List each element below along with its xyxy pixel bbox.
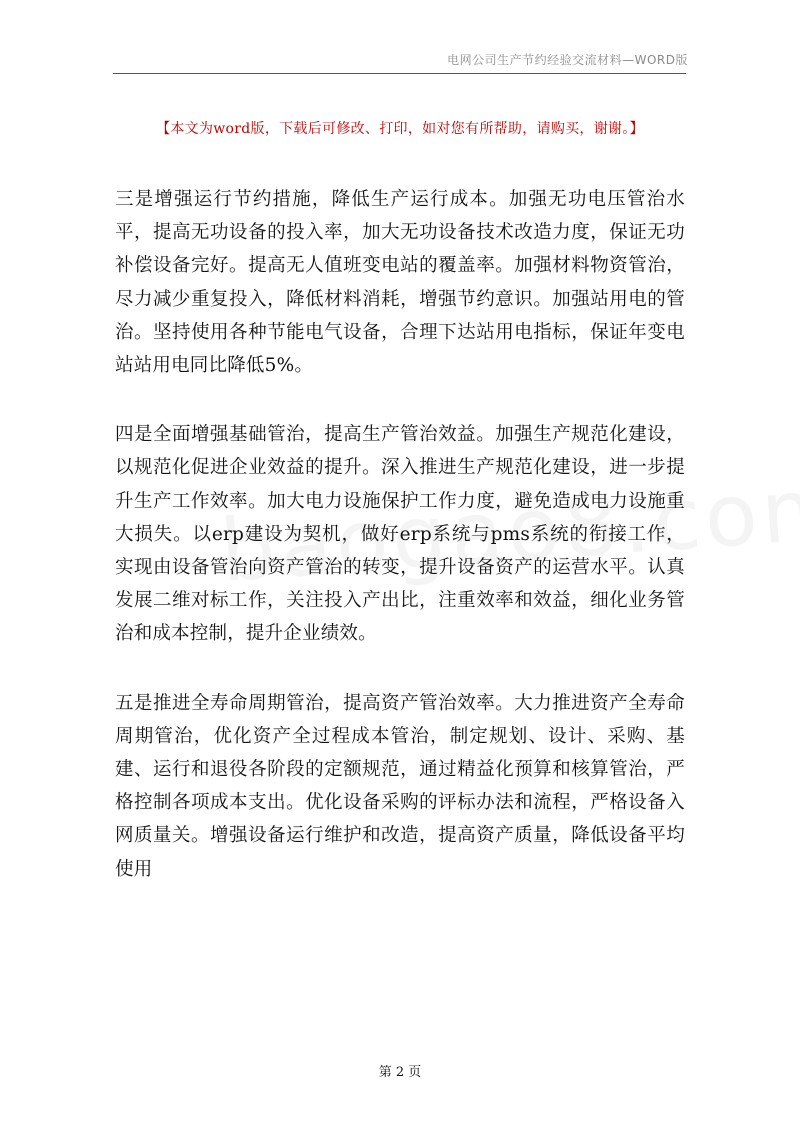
document-body xyxy=(115,183,685,886)
paragraph-three: 三是增强运行节约措施，降低生产运行成本。加强无功电压管治水平，提高无功设备的投入率，加大无功设备技术改造力度，保证无功补偿设备完好。提高无人值班变电站的覆盖率。加强材料物资管治，尽力减少重复投入，降低材料消耗，增强节约意识。加强站用电的管治。坚持使用各种节能电气设备，合理下达站用电指标，保证年变电站站用电同比降低5%。 xyxy=(115,189,685,377)
document-header-title: 电网公司生产节约经验交流材料—WORD版 xyxy=(447,53,688,67)
page-number: 第 2 页 xyxy=(378,1065,422,1080)
header-divider xyxy=(113,73,686,74)
purchase-notice: 【本文为word版，下载后可修改、打印，如对您有所帮助，请购买，谢谢。】 xyxy=(156,121,644,137)
paragraph-four: 四是全面增强基础管治，提高生产管治效益。加强生产规范化建设，以规范化促进企业效益的提升。深入推进生产规范化建设，进一步提升生产工作效率。加大电力设施保护工作力度，避免造成电力设施重大损失。以erp建设为契机，做好erp系统与pms系统的衔接工作，实现由设备管治向资产管治的转变，提升设备资产的运营水平。认真发展二维对标工作，关注投入产出比，注重效率和效益，细化业务管治和成本控制，提升企业绩效。 xyxy=(115,424,685,645)
paragraph-five: 五是推进全寿命周期管治，提高资产管治效率。大力推进资产全寿命周期管治，优化资产全过程成本管治，制定规划、设计、采购、基建、运行和退役各阶段的定额规范，通过精益化预算和核算管治，严格控制各项成本支出。优化设备采购的评标办法和流程，严格设备入网质量关。增强设备运行维护和改造，提高资产质量，降低设备平均使用 xyxy=(115,692,685,880)
